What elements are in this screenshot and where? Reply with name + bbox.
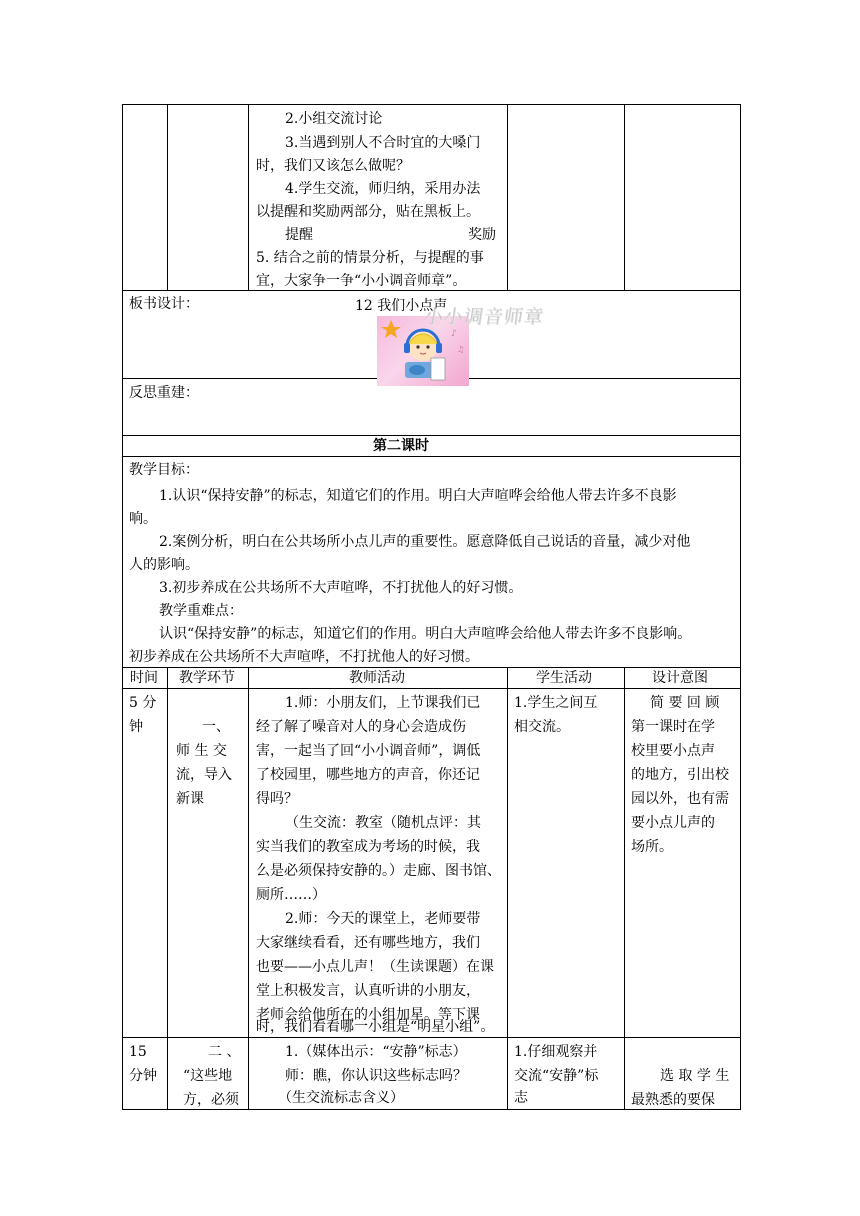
row1-stage: 新课 (176, 791, 204, 807)
row1-teacher-line: 么是必须保持安静的。）走廊、图书馆、 (256, 863, 501, 879)
header-stage: 教学环节 (179, 670, 235, 686)
row1-teacher-line: 经了解了噪音对人的身心会造成伤 (256, 719, 466, 735)
row2-teacher-line: （生交流标志含义） (278, 1090, 404, 1106)
row2-student-line: 交流“安静”标 (514, 1068, 599, 1084)
activity-line: 4.学生交流，师归纳，采用办法 (285, 181, 481, 197)
row1-time: 钟 (129, 719, 143, 735)
activity-line: 5. 结合之前的情景分析，与提醒的事 (256, 250, 484, 266)
activity-line: 时，我们又该怎么做呢？ (256, 158, 410, 174)
activity-line: 2.小组交流讨论 (285, 111, 383, 127)
row1-stage: 师 生 交 (176, 743, 227, 759)
board-label: 板书设计： (129, 296, 199, 312)
row1-intent-line: 要小点儿声的 (631, 815, 715, 831)
row1-student-line: 1.学生之间互 (514, 695, 598, 711)
objective-line: 3.初步养成在公共场所不大声喧哗，不打扰他人的好习惯。 (159, 580, 523, 596)
objective-line: 2.案例分析，明白在公共场所小点儿声的重要性。愿意降低自己说话的音量，减少对他 (159, 534, 691, 550)
activity-line: 宜，大家争一争“小小调音师章”。 (256, 273, 467, 289)
reflection-label: 反思重建： (129, 385, 199, 401)
row1-stage: 流，导入 (176, 767, 232, 783)
activity-line: 奖励 (468, 227, 496, 243)
row2-stage: “这些地 (183, 1068, 233, 1084)
row1-teacher-line: 时，我们看看哪一小组是“明星小组”。 (256, 1019, 495, 1035)
row2-teacher-line: 师：瞧，你认识这些标志吗？ (285, 1068, 467, 1084)
row1-teacher-line: 2.师：今天的课堂上，老师要带 (285, 911, 481, 927)
activity-line: 提醒 (285, 227, 313, 243)
row2-teacher-line: 1.（媒体出示：“安静”标志） (285, 1044, 467, 1060)
row1-teacher-line: 堂上积极发言，认真听讲的小朋友， (256, 983, 480, 999)
header-intent: 设计意图 (652, 670, 708, 686)
activity-line: 以提醒和奖励两部分，贴在黑板上。 (256, 204, 480, 220)
row1-intent-line: 简 要 回 顾 (650, 695, 720, 711)
objective-line: 响。 (129, 511, 157, 527)
row1-teacher-line: 1.师：小朋友们，上节课我们已 (285, 695, 481, 711)
row1-teacher-line: （生交流：教室（随机点评：其 (285, 815, 481, 831)
board-title: 12 我们小点声 (355, 298, 448, 314)
header-teacher: 教师活动 (349, 670, 405, 686)
lesson2-header: 第二课时 (373, 438, 429, 454)
row2-stage: 方，必须 (183, 1092, 239, 1108)
row2-time: 15 (129, 1044, 147, 1060)
activity-line: 3.当遇到别人不合时宜的大嗓门 (285, 135, 481, 151)
row1-intent-line: 场所。 (631, 839, 673, 855)
row1-intent-line: 第一课时在学 (631, 719, 715, 735)
row1-teacher-line: 实当我们的教室成为考场的时候，我 (256, 839, 480, 855)
row1-intent-line: 园以外，也有需 (631, 791, 729, 807)
stamp-watermark: 小小调音师章 (422, 306, 546, 328)
row1-time: 5 分 (129, 695, 157, 711)
row1-teacher-line: 害，一起当了回“小小调音师”，调低 (256, 743, 481, 759)
row1-teacher-line: 也要——小点儿声！（生读课题）在课 (256, 959, 494, 975)
row2-student-line: 志 (514, 1090, 528, 1106)
row1-teacher-line: 厕所……） (256, 887, 326, 903)
objective-line: 人的影响。 (129, 557, 199, 573)
key-point-line: 初步养成在公共场所不大声喧哗，不打扰他人的好习惯。 (129, 649, 479, 665)
row1-teacher-line: 老师会给他所在的小组加星。等下课 (256, 1007, 480, 1023)
row2-intent-line: 最熟悉的要保 (631, 1092, 715, 1108)
row1-teacher-line: 得吗？ (256, 791, 298, 807)
row2-intent-line: 选 取 学 生 (660, 1068, 730, 1084)
svg-text:♫: ♫ (457, 345, 465, 354)
row1-intent-line: 校里要小点声 (631, 743, 715, 759)
row1-teacher-line: 大家继续看看，还有哪些地方，我们 (256, 935, 480, 951)
objective-line: 1.认识“保持安静”的标志，知道它们的作用。明白大声喧哗会给他人带去许多不良影 (159, 488, 677, 504)
row2-time: 分钟 (129, 1068, 157, 1084)
header-student: 学生活动 (536, 670, 592, 686)
svg-text:♪: ♪ (451, 329, 457, 339)
objectives-heading: 教学目标： (129, 462, 199, 478)
row1-stage: 一、 (202, 719, 230, 735)
key-points-heading: 教学重难点： (159, 603, 243, 619)
row1-teacher-line: 了校园里，哪些地方的声音，你还记 (256, 767, 480, 783)
row2-student-line: 1.仔细观察并 (514, 1044, 598, 1060)
row2-stage: 二 、 (208, 1044, 241, 1060)
key-point-line: 认识“保持安静”的标志，知道它们的作用。明白大声喧哗会给他人带去许多不良影响。 (159, 626, 692, 642)
row1-student-line: 相交流。 (514, 719, 570, 735)
row1-intent-line: 的地方，引出校 (631, 767, 729, 783)
header-time: 时间 (130, 670, 158, 686)
